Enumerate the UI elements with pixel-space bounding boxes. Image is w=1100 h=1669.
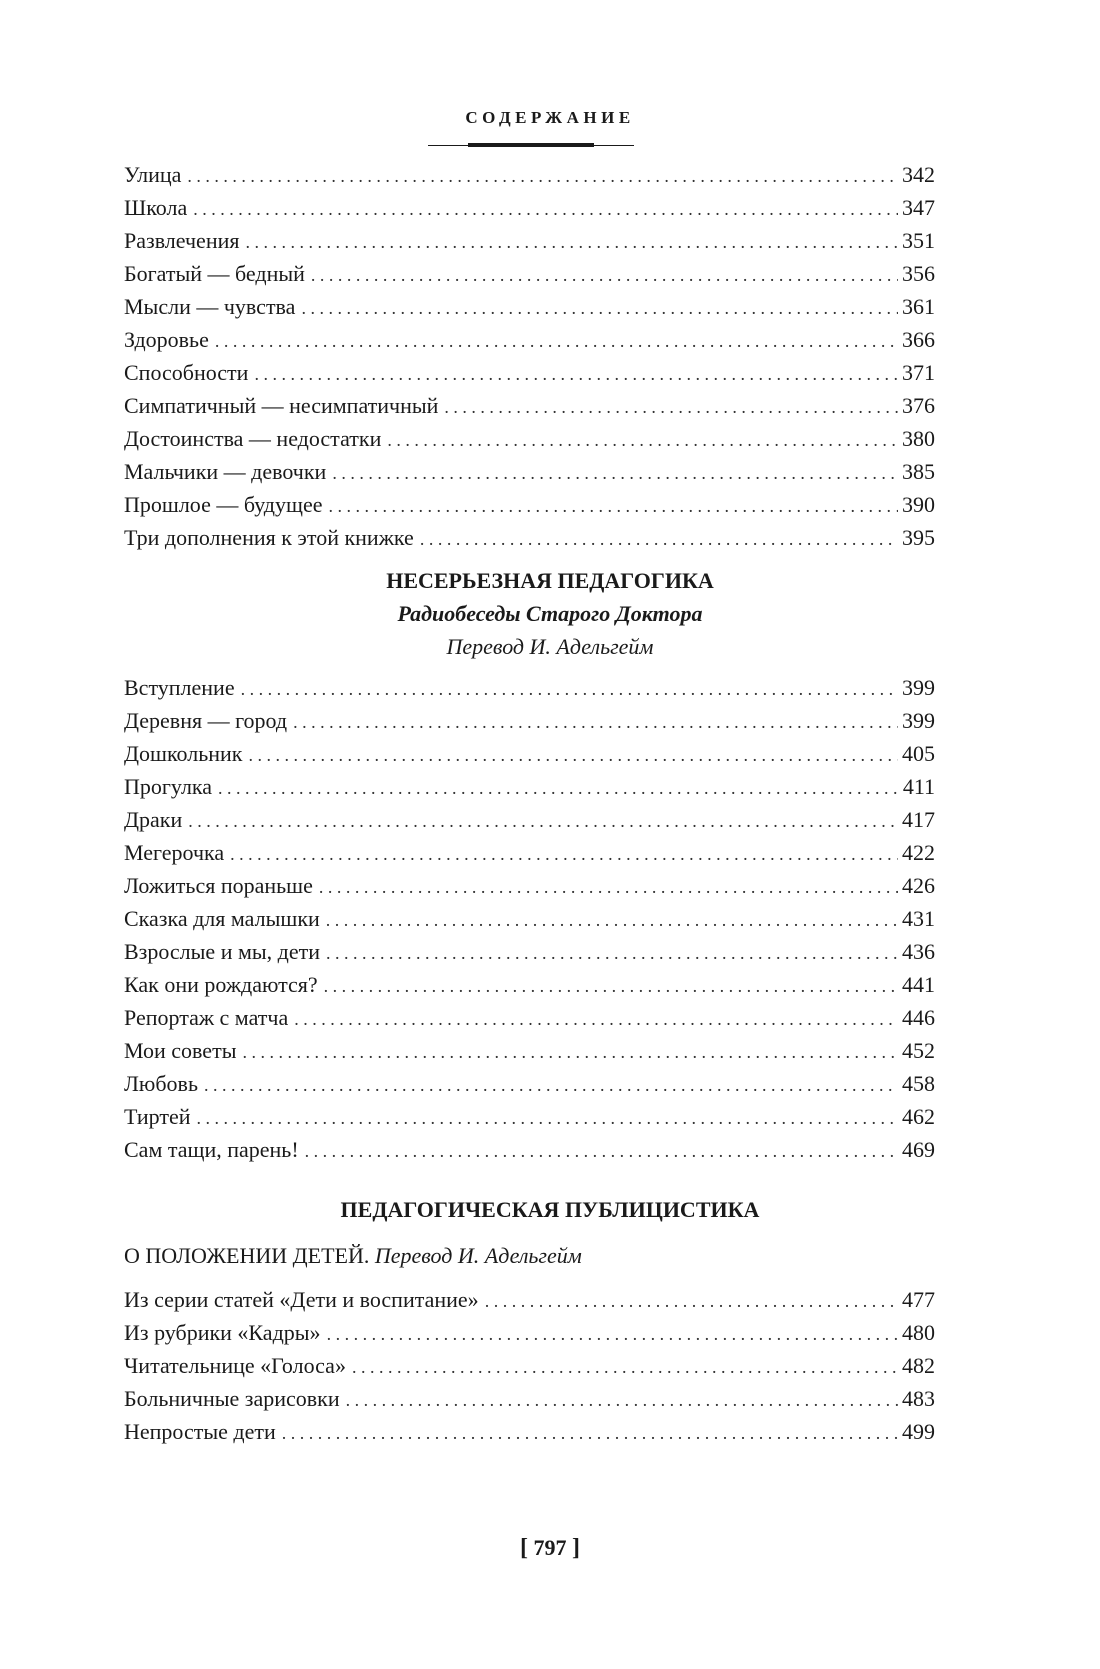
toc-entry-page: 426: [902, 873, 935, 898]
toc-entry-title: Способности: [124, 360, 249, 385]
toc-entry-title: Деревня — город: [124, 708, 288, 733]
toc-entry-title: Три дополнения к этой книжке: [124, 525, 414, 550]
toc-entry-title: Мальчики — девочки: [124, 459, 327, 484]
folio-number: 797: [533, 1535, 567, 1560]
toc-leader-dots: [230, 838, 898, 871]
toc-leader-dots: [326, 937, 898, 970]
toc-entry: [124, 1100, 935, 1133]
toc-entry-page: 395: [902, 525, 935, 550]
toc-entry-page: 380: [902, 426, 935, 451]
toc-entry: [124, 356, 935, 389]
toc-entry-page: 482: [902, 1353, 935, 1378]
toc-leader-dots: [328, 490, 898, 523]
toc-entry: [124, 455, 935, 488]
toc-entry-page: 376: [902, 393, 935, 418]
toc-entry-title: Сам тащи, парень!: [124, 1137, 299, 1162]
toc-leader-dots: [444, 391, 898, 424]
toc-entry-title: Непростые дети: [124, 1419, 276, 1444]
toc-leader-dots: [245, 226, 898, 259]
toc-entry: [124, 803, 935, 836]
toc-entry-title: Из серии статей «Дети и воспитание»: [124, 1287, 479, 1312]
toc-entry-title: Вступление: [124, 675, 235, 700]
toc-leader-dots: [282, 1417, 898, 1450]
toc-entry: [124, 1034, 935, 1067]
toc-leader-dots: [218, 772, 899, 805]
toc-leader-dots: [324, 970, 898, 1003]
toc-leader-dots: [352, 1351, 898, 1384]
toc-entry: [124, 290, 935, 323]
toc-leader-dots: [387, 424, 898, 457]
toc-entry-page: 371: [902, 360, 935, 385]
toc-entry: [124, 704, 935, 737]
toc-entry: [124, 737, 935, 770]
toc-entry: [124, 1349, 935, 1382]
toc-entry: [124, 158, 935, 191]
toc-entry: [124, 257, 935, 290]
toc-entry: [124, 902, 935, 935]
toc-leader-dots: [319, 871, 898, 904]
toc-entry-page: 446: [902, 1005, 935, 1030]
toc-entry-title: Богатый — бедный: [124, 261, 305, 286]
toc-entry-title: Драки: [124, 807, 183, 832]
toc-leader-dots: [420, 523, 898, 556]
toc-leader-dots: [294, 1003, 898, 1036]
toc-block-3: [124, 1283, 935, 1448]
toc-leader-dots: [215, 325, 898, 358]
page-number: [0, 1535, 1100, 1562]
toc-leader-dots: [254, 358, 898, 391]
section-title-pedagogical-journalism: ПЕДАГОГИЧЕСКАЯ ПУБЛИЦИСТИКА: [340, 1197, 760, 1222]
toc-entry: [124, 968, 935, 1001]
toc-entry-title: Здоровье: [124, 327, 209, 352]
toc-entry-title: Репортаж с матча: [124, 1005, 289, 1030]
toc-entry-page: 422: [902, 840, 935, 865]
folio-right-bracket: ]: [572, 1535, 580, 1561]
toc-leader-dots: [346, 1384, 898, 1417]
toc-leader-dots: [188, 805, 898, 838]
toc-entry-title: Прошлое — будущее: [124, 492, 323, 517]
toc-entry-title: Прогулка: [124, 774, 213, 799]
toc-leader-dots: [242, 1036, 898, 1069]
toc-entry: [124, 389, 935, 422]
toc-entry: [124, 191, 935, 224]
toc-entry: [124, 935, 935, 968]
toc-leader-dots: [485, 1285, 898, 1318]
toc-entry-title: Ложиться пораньше: [124, 873, 313, 898]
toc-block-2: [124, 671, 935, 1166]
toc-leader-dots: [193, 193, 898, 226]
toc-entry: [124, 1316, 935, 1349]
toc-entry-page: 347: [902, 195, 935, 220]
toc-entry: [124, 1415, 935, 1448]
toc-entry-title: Больничные зарисовки: [124, 1386, 340, 1411]
toc-entry-title: Мои советы: [124, 1038, 237, 1063]
toc-leader-dots: [248, 739, 898, 772]
toc-entry-title: Тиртей: [124, 1104, 191, 1129]
toc-leader-dots: [293, 706, 898, 739]
toc-entry: [124, 488, 935, 521]
toc-entry: [124, 869, 935, 902]
toc-leader-dots: [204, 1069, 898, 1102]
toc-entry-page: 462: [902, 1104, 935, 1129]
toc-entry-title: Мысли — чувства: [124, 294, 296, 319]
folio-left-bracket: [: [520, 1535, 528, 1561]
section-title-nonserious-pedagogy: НЕСЕРЬЕЗНАЯ ПЕДАГОГИКА: [386, 568, 714, 593]
toc-entry: [124, 1067, 935, 1100]
toc-entry-page: 405: [902, 741, 935, 766]
toc-entry-page: 356: [902, 261, 935, 286]
toc-entry: [124, 770, 935, 803]
toc-entry-page: 366: [902, 327, 935, 352]
toc-entry-title: Симпатичный — несимпатичный: [124, 393, 439, 418]
toc-leader-dots: [332, 457, 898, 490]
toc-leader-dots: [187, 160, 898, 193]
toc-entry-page: 431: [902, 906, 935, 931]
toc-entry-page: 436: [902, 939, 935, 964]
toc-entry-title: Улица: [124, 162, 182, 187]
toc-entry: [124, 521, 935, 554]
running-head-rule-accent: [468, 143, 594, 147]
toc-entry-page: 390: [902, 492, 935, 517]
toc-entry: [124, 1382, 935, 1415]
section-translator: Перевод И. Адельгейм: [446, 634, 654, 659]
toc-entry-page: 499: [902, 1419, 935, 1444]
toc-leader-dots: [305, 1135, 898, 1168]
toc-entry-title: Развлечения: [124, 228, 240, 253]
toc-entry-page: 477: [902, 1287, 935, 1312]
toc-entry: [124, 836, 935, 869]
toc-entry-page: 441: [902, 972, 935, 997]
section-subtitle-radio-talks: Радиобеседы Старого Доктора: [397, 601, 703, 626]
toc-entry: [124, 1133, 935, 1166]
toc-entry-title: Взрослые и мы, дети: [124, 939, 321, 964]
toc-entry-page: 417: [902, 807, 935, 832]
toc-entry-page: 452: [902, 1038, 935, 1063]
toc-entry-page: 469: [902, 1137, 935, 1162]
subsection-translator: Перевод И. Адельгейм: [374, 1243, 582, 1268]
toc-entry: [124, 323, 935, 356]
toc-entry-title: Как они рождаются?: [124, 972, 318, 997]
toc-entry: [124, 224, 935, 257]
toc-leader-dots: [327, 1318, 898, 1351]
toc-entry-title: Из рубрики «Кадры»: [124, 1320, 321, 1345]
toc-leader-dots: [326, 904, 898, 937]
toc-leader-dots: [197, 1102, 898, 1135]
toc-leader-dots: [241, 673, 898, 706]
toc-leader-dots: [301, 292, 898, 325]
toc-entry-page: 385: [902, 459, 935, 484]
toc-entry-page: 361: [902, 294, 935, 319]
toc-entry-page: 399: [902, 708, 935, 733]
subsection-heading-children-situation: [124, 1243, 582, 1269]
toc-entry-page: 411: [902, 774, 935, 799]
subsection-title: О ПОЛОЖЕНИИ ДЕТЕЙ.: [124, 1243, 370, 1268]
toc-entry-title: Достоинства — недостатки: [124, 426, 382, 451]
toc-entry-title: Читательнице «Голоса»: [124, 1353, 346, 1378]
toc-entry-page: 351: [902, 228, 935, 253]
running-head: СОДЕРЖАНИЕ: [465, 108, 635, 127]
toc-entry: [124, 1283, 935, 1316]
toc-entry-title: Сказка для малышки: [124, 906, 320, 931]
toc-entry-title: Дошкольник: [124, 741, 243, 766]
toc-entry-page: 399: [902, 675, 935, 700]
toc-leader-dots: [311, 259, 898, 292]
toc-entry-page: 458: [902, 1071, 935, 1096]
toc-entry-title: Мегерочка: [124, 840, 225, 865]
toc-entry-page: 480: [902, 1320, 935, 1345]
toc-entry: [124, 1001, 935, 1034]
toc-entry: [124, 671, 935, 704]
toc-entry-title: Любовь: [124, 1071, 198, 1096]
toc-entry-title: Школа: [124, 195, 188, 220]
toc-entry: [124, 422, 935, 455]
toc-entry-page: 483: [902, 1386, 935, 1411]
toc-block-1: [124, 158, 935, 554]
toc-entry-page: 342: [902, 162, 935, 187]
